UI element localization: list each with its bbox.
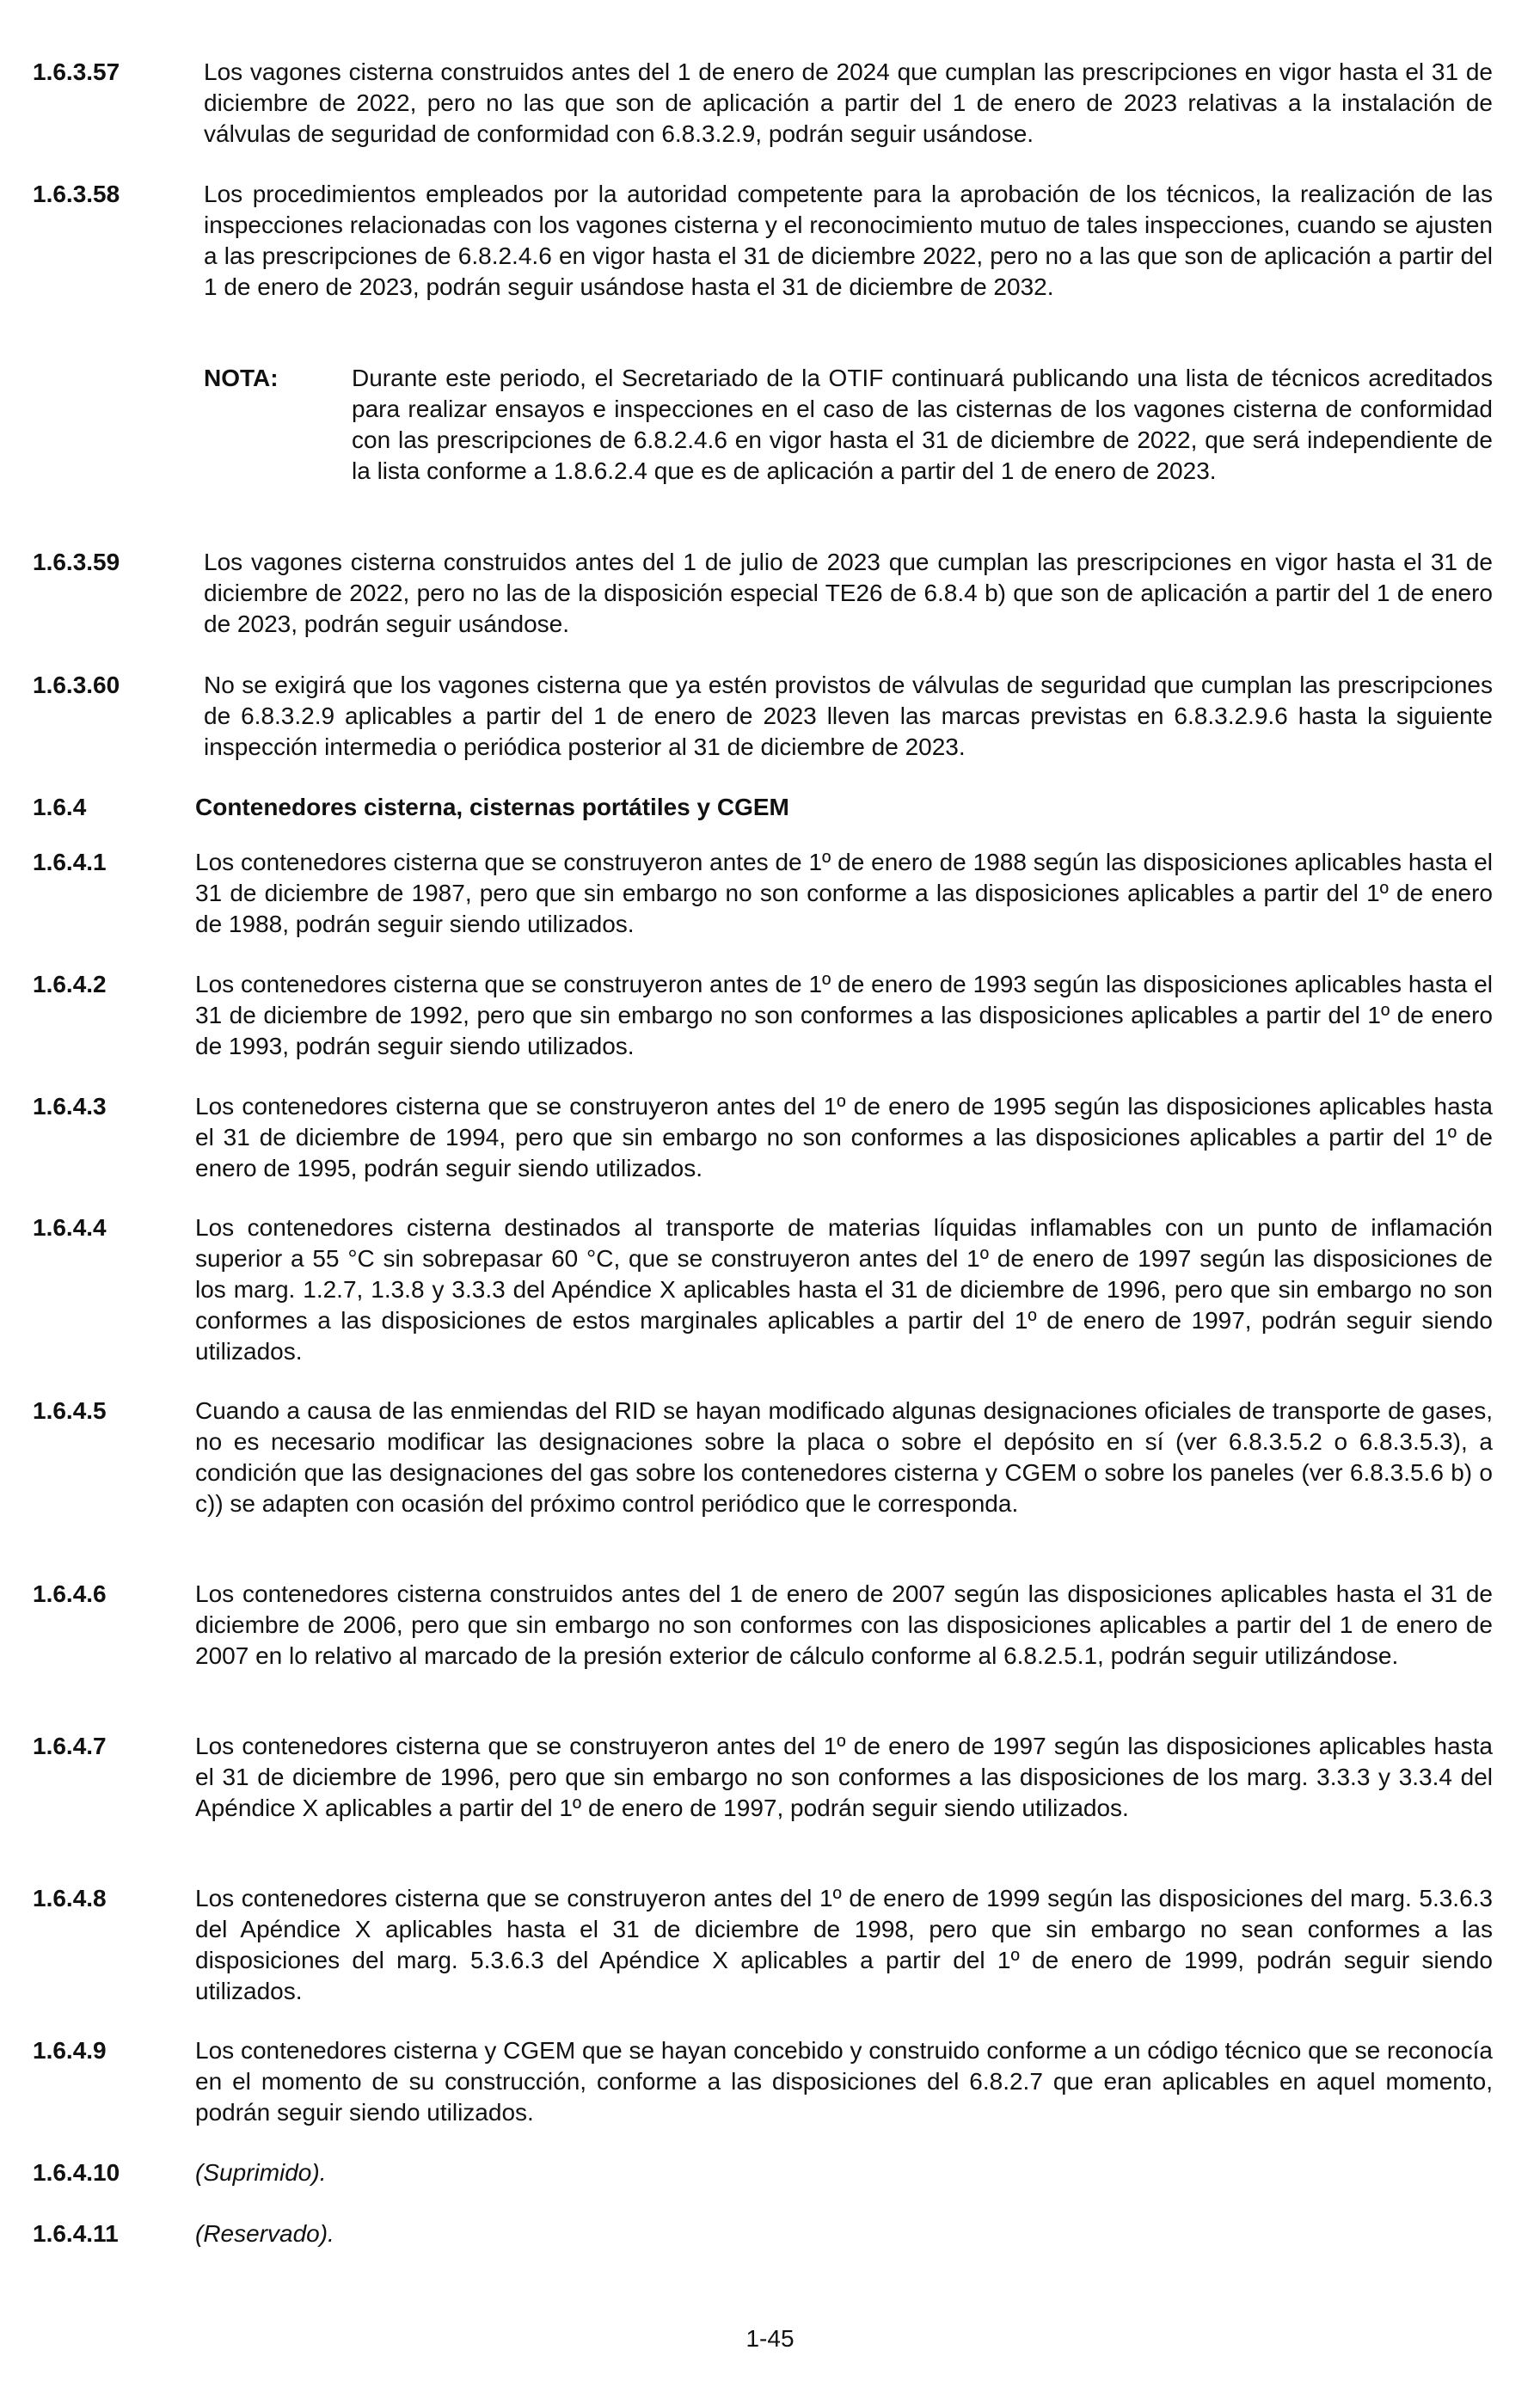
section-number: 1.6.4.2 [33,971,107,997]
section-text: Cuando a causa de las enmiendas del RID se hayan modificado algunas designaciones oficiales de transporte de gases, no es necesario modificar las designaciones sobre la placa o sobre el depósito en sí (ver 6.8.3.5.2 o 6.8.3.5.3), a condición que las designaciones del gas sobre los contenedores cisterna y CGEM o sobre los paneles (ver 6.8.3.5.6 b) o c)) se adapten con ocasión del próximo control periódico que le corresponda. [195,1397,1493,1517]
section-number: 1.6.3.57 [33,58,120,85]
section-number: 1.6.4.10 [33,2159,120,2186]
section-text: Los contenedores cisterna que se construyeron antes del 1º de enero de 1997 según las disposiciones aplicables hasta el 31 de diciembre de 1996, pero que sin embargo no son conformes a las disposiciones de los marg. 3.3.3 y 3.3.4 del Apéndice X aplicables a partir del 1º de enero de 1997, podrán seguir siendo utilizados. [195,1733,1493,1821]
section-text: Los contenedores cisterna destinados al transporte de materias líquidas inflamables con un punto de inflamación superior a 55 °C sin sobrepasar 60 °C, que se construyeron antes del 1º de enero de 1997 según las disposiciones de los marg. 1.2.7, 1.3.8 y 3.3.3 del Apéndice X aplicables hasta el 31 de diciembre de 1996, pero que sin embargo no son conformes a las disposiciones de estos marginales aplicables a partir del 1º de enero de 1997, podrán seguir siendo utilizados. [195,1214,1493,1365]
section-number: 1.6.4.7 [33,1733,107,1759]
section-text: Los contenedores cisterna que se construyeron antes de 1º de enero de 1988 según las disposiciones aplicables hasta el 31 de diciembre de 1987, pero que sin embargo no son conforme a las disposiciones aplicables a partir del 1º de enero de 1988, podrán seguir siendo utilizados. [195,849,1493,937]
section-number: 1.6.4.4 [33,1214,107,1241]
section-number: 1.6.4.9 [33,2037,107,2064]
section-heading: Contenedores cisterna, cisternas portátiles y CGEM [195,794,789,820]
note-text: Durante este periodo, el Secretariado de la OTIF continuará publicando una lista de técnicos acreditados para realizar ensayos e inspecciones en el caso de las cisternas de los vagones cisterna de conformidad con las prescripciones de 6.8.2.4.6 en vigor hasta el 31 de diciembre de 2022, que será independiente de la lista conforme a 1.8.6.2.4 que es de aplicación a partir del 1 de enero de 2023. [352,365,1493,484]
section-text: Los contenedores cisterna construidos antes del 1 de enero de 2007 según las disposiciones aplicables hasta el 31 de diciembre de 2006, pero que sin embargo no son conformes con las disposiciones aplicables a partir del 1 de enero de 2007 en lo relativo al marcado de la presión exterior de cálculo conforme al 6.8.2.5.1, podrán seguir utilizándose. [195,1580,1493,1669]
section-text: (Reservado). [195,2220,334,2247]
section-text: No se exigirá que los vagones cisterna que ya estén provistos de válvulas de seguridad que cumplan las prescripciones de 6.8.3.2.9 aplicables a partir del 1 de enero de 2023 lleven las marcas previstas en 6.8.3.2.9.6 hasta la siguiente inspección intermedia o periódica posterior al 31 de diciembre de 2023. [204,672,1493,760]
section-text: (Suprimido). [195,2159,327,2186]
section-text: Los contenedores cisterna y CGEM que se hayan concebido y construido conforme a un código técnico que se reconocía en el momento de su construcción, conforme a las disposiciones del 6.8.2.7 que eran aplicables en aquel momento, podrán seguir siendo utilizados. [195,2037,1493,2126]
section-text: Los contenedores cisterna que se construyeron antes de 1º de enero de 1993 según las disposiciones aplicables hasta el 31 de diciembre de 1992, pero que sin embargo no son conformes a las disposiciones aplicables a partir del 1º de enero de 1993, podrán seguir siendo utilizados. [195,971,1493,1059]
section-text: Los contenedores cisterna que se construyeron antes del 1º de enero de 1999 según las disposiciones del marg. 5.3.6.3 del Apéndice X aplicables hasta el 31 de diciembre de 1998, pero que sin embargo no sean conformes a las disposiciones del marg. 5.3.6.3 del Apéndice X aplicables a partir del 1º de enero de 1999, podrán seguir siendo utilizados. [195,1885,1493,2004]
section-number: 1.6.4.5 [33,1397,107,1424]
section-text: Los vagones cisterna construidos antes del 1 de enero de 2024 que cumplan las prescripciones en vigor hasta el 31 de diciembre de 2022, pero no las que son de aplicación a partir del 1 de enero de 2023 relativas a la instalación de válvulas de seguridad de conformidad con 6.8.3.2.9, podrán seguir usándose. [204,58,1493,147]
section-number: 1.6.3.58 [33,181,120,207]
section-number: 1.6.4.6 [33,1580,107,1607]
section-number: 1.6.4.1 [33,849,107,875]
section-number: 1.6.4.8 [33,1885,107,1911]
note-label: NOTA: [204,365,279,391]
section-number: 1.6.3.60 [33,672,120,698]
section-text: Los procedimientos empleados por la autoridad competente para la aprobación de los técnicos, la realización de las inspecciones relacionadas con los vagones cisterna y el reconocimiento mutuo de tales inspecciones, cuando se ajusten a las prescripciones de 6.8.2.4.6 en vigor hasta el 31 de diciembre 2022, pero no a las que son de aplicación a partir del 1 de enero de 2023, podrán seguir usándose hasta el 31 de diciembre de 2032. [204,181,1493,300]
section-text: Los vagones cisterna construidos antes del 1 de julio de 2023 que cumplan las prescripciones en vigor hasta el 31 de diciembre de 2022, pero no las de la disposición especial TE26 de 6.8.4 b) que son de aplicación a partir del 1 de enero de 2023, podrán seguir usándose. [204,549,1493,637]
section-number: 1.6.4.11 [33,2220,119,2247]
section-text: Los contenedores cisterna que se construyeron antes del 1º de enero de 1995 según las disposiciones aplicables hasta el 31 de diciembre de 1994, pero que sin embargo no son conformes a las disposiciones aplicables a partir del 1º de enero de 1995, podrán seguir siendo utilizados. [195,1093,1493,1181]
section-number: 1.6.4 [33,794,87,820]
section-number: 1.6.4.3 [33,1093,107,1120]
section-number: 1.6.3.59 [33,549,120,575]
page-number: 1-45 [745,2325,795,2352]
